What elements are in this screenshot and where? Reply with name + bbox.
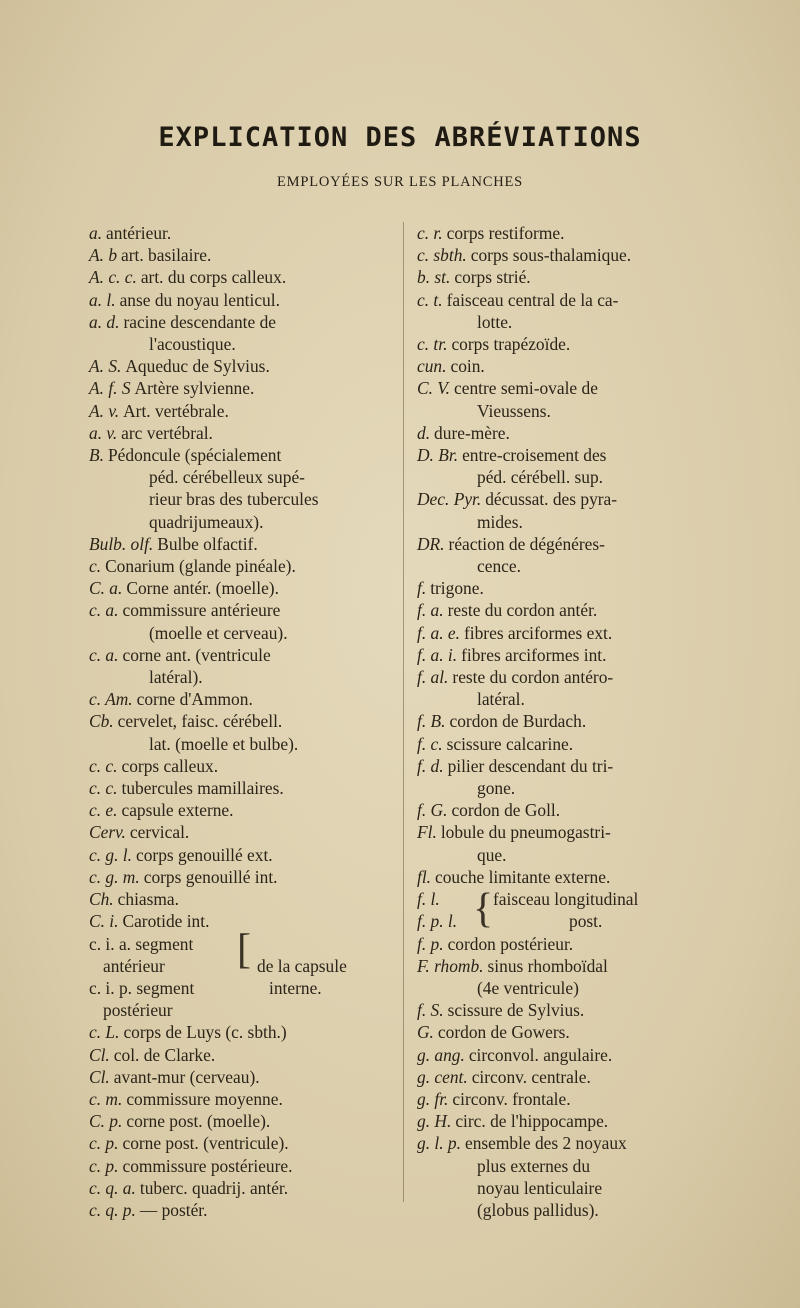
abbreviation-term: f. p. <box>417 933 444 954</box>
abbreviation-definition: corne post. (ventricule). <box>122 1133 289 1154</box>
abbreviation-term: g. cent. <box>417 1066 468 1087</box>
page-subtitle: EMPLOYÉES SUR LES PLANCHES <box>277 174 523 190</box>
definition-continuation: mides. <box>477 511 523 532</box>
abbreviation-entry <box>89 244 399 266</box>
abbreviation-definition: circonv. frontale. <box>452 1088 571 1109</box>
abbreviation-term: c. e. <box>89 800 118 821</box>
abbreviation-definition: corps strié. <box>454 267 531 288</box>
abbreviation-entry <box>417 488 717 510</box>
abbreviation-entry <box>417 733 717 755</box>
abbreviation-term: Cl. <box>89 1066 110 1087</box>
abbreviation-entry <box>89 533 399 555</box>
capsule-label-2: interne. <box>269 977 322 998</box>
abbreviation-term: c. p. <box>89 1155 119 1176</box>
abbreviation-entry <box>89 444 399 466</box>
abbreviation-definition: corps sous-thalamique. <box>470 245 632 266</box>
abbreviation-entry <box>417 244 717 266</box>
abbreviation-entry <box>89 1110 399 1132</box>
abbreviation-definition: reste du cordon antéro- <box>452 667 614 688</box>
abbreviation-term: Cb. <box>89 711 114 732</box>
abbreviation-term: a. v. <box>89 422 118 443</box>
abbreviation-definition: corps calleux. <box>121 755 219 776</box>
page-title: EXPLICATION DES ABRÉVIATIONS <box>158 122 642 153</box>
capsule-row2: antérieur <box>103 955 165 976</box>
abbreviation-definition: corne post. (moelle). <box>126 1111 271 1132</box>
abbreviation-definition: cordon de Gowers. <box>437 1022 570 1043</box>
abbreviation-entry <box>89 400 399 422</box>
abbreviation-term: c. a. <box>89 600 119 621</box>
definition-continuation: (4e ventricule) <box>477 977 579 998</box>
abbreviation-entry <box>89 844 399 866</box>
abbreviation-entry <box>89 577 399 599</box>
abbreviation-term: g. H. <box>417 1111 452 1132</box>
abbreviation-definition: cordon postérieur. <box>447 933 574 954</box>
abbreviation-term: cun. <box>417 356 447 377</box>
abbreviation-definition: Aqueduc de Sylvius. <box>125 356 270 377</box>
abbreviation-term: Cerv. <box>89 822 126 843</box>
abbreviation-entry <box>89 1155 399 1177</box>
abbreviation-term: DR. <box>417 533 445 554</box>
abbreviation-definition: capsule externe. <box>121 800 234 821</box>
abbreviation-term: f. G. <box>417 800 448 821</box>
abbreviation-definition: reste du cordon antér. <box>447 600 598 621</box>
right-column <box>417 222 717 1221</box>
definition-continuation: Vieussens. <box>477 400 551 421</box>
abbreviation-entry <box>89 888 399 910</box>
abbreviation-term: b. st. <box>417 267 451 288</box>
abbreviation-term: f. a. i. <box>417 644 458 665</box>
definition-continuation: (globus pallidus). <box>477 1199 599 1220</box>
abbreviation-term: C. p. <box>89 1111 123 1132</box>
abbreviation-definition: arc vertébral. <box>121 422 213 443</box>
abbreviation-definition: Artère sylvienne. <box>134 378 255 399</box>
abbreviation-term: a. d. <box>89 311 120 332</box>
abbreviation-definition: circ. de l'hippocampe. <box>455 1111 609 1132</box>
abbreviation-definition: scissure calcarine. <box>446 733 574 754</box>
abbreviation-term: c. g. l. <box>89 844 132 865</box>
abbreviation-entry <box>417 1021 717 1043</box>
abbreviation-definition: commissure postérieure. <box>122 1155 293 1176</box>
abbreviation-definition: Conarium (glande pinéale). <box>105 556 296 577</box>
abbreviation-term: c. c. <box>89 755 118 776</box>
definition-continuation: péd. cérébelleux supé- <box>149 467 305 488</box>
abbreviation-definition: Bulbe olfactif. <box>157 533 258 554</box>
abbreviation-entry <box>89 222 399 244</box>
abbreviation-term: c. m. <box>89 1088 123 1109</box>
left-column <box>89 222 399 1221</box>
abbreviation-term: Bulb. olf. <box>89 533 154 554</box>
abbreviation-definition: circonv. centrale. <box>471 1066 591 1087</box>
abbreviation-term: C. i. <box>89 911 119 932</box>
abbreviation-definition: corps trapézoïde. <box>451 334 571 355</box>
abbreviation-term: c. sbth. <box>417 245 467 266</box>
abbreviation-entry <box>417 666 717 688</box>
abbreviation-entry <box>417 933 717 955</box>
abbreviation-entry <box>89 1088 399 1110</box>
definition-continuation: gone. <box>477 778 516 799</box>
abbreviation-term: A. b <box>89 245 118 266</box>
definition-continuation: péd. cérébell. sup. <box>477 467 604 488</box>
abbreviation-entry <box>89 1132 399 1154</box>
abbreviation-entry <box>89 599 399 621</box>
abbreviation-definition: art. du corps calleux. <box>140 267 287 288</box>
abbreviation-entry <box>417 955 717 977</box>
capsule-row4: postérieur <box>103 1000 173 1021</box>
abbreviation-term: c. p. <box>89 1133 119 1154</box>
abbreviation-definition: col. de Clarke. <box>113 1044 216 1065</box>
abbreviation-definition: Pédoncule (spécialement <box>107 445 282 466</box>
abbreviation-definition: tuberc. quadrij. antér. <box>139 1177 289 1198</box>
abbreviation-term: f. a. <box>417 600 444 621</box>
abbreviation-entry <box>89 355 399 377</box>
abbreviation-entry <box>89 866 399 888</box>
abbreviation-definition: commissure antérieure <box>122 600 281 621</box>
abbreviation-definition: commissure moyenne. <box>126 1088 283 1109</box>
faisceau-label-2: post. <box>569 911 603 932</box>
abbreviation-definition: décussat. des pyra- <box>485 489 618 510</box>
abbreviation-term: c. a. <box>89 644 119 665</box>
faisceau-label-1: faisceau longitudinal <box>493 889 639 910</box>
capsule-row3: c. i. p. segment <box>89 977 195 998</box>
abbreviation-term: d. <box>417 422 431 443</box>
abbreviation-definition: pilier descendant du tri- <box>447 755 614 776</box>
definition-continuation: latéral). <box>149 667 203 688</box>
abbreviation-term: f. B. <box>417 711 446 732</box>
abbreviation-definition: chiasma. <box>117 889 179 910</box>
abbreviation-entry <box>89 1199 399 1221</box>
capsule-group <box>89 926 399 1022</box>
abbreviation-entry <box>417 599 717 621</box>
abbreviation-term: Dec. Pyr. <box>417 489 482 510</box>
definition-continuation: que. <box>477 844 507 865</box>
abbreviation-definition: dure-mère. <box>434 422 510 443</box>
abbreviation-term: D. Br. <box>417 445 459 466</box>
abbreviation-term: f. c. <box>417 733 443 754</box>
abbreviation-term: Cl. <box>89 1044 110 1065</box>
abbreviation-term: g. l. p. <box>417 1133 461 1154</box>
abbreviation-entry <box>417 533 717 555</box>
abbreviation-definition: cordon de Burdach. <box>449 711 587 732</box>
abbreviation-entry <box>417 222 717 244</box>
abbreviation-entry <box>417 999 717 1021</box>
abbreviation-entry <box>417 710 717 732</box>
brace-left: { <box>473 886 494 933</box>
abbreviation-term: C. a. <box>89 578 123 599</box>
abbreviation-term: B. <box>89 445 104 466</box>
abbreviation-term: c. r. <box>417 223 443 243</box>
abbreviation-term: F. rhomb. <box>417 955 484 976</box>
abbreviation-definition: corps genouillé ext. <box>135 844 273 865</box>
abbreviation-entry <box>89 821 399 843</box>
abbreviation-definition: réaction de dégénéres- <box>448 533 605 554</box>
abbreviation-definition: cervelet, faisc. cérébell. <box>117 711 283 732</box>
abbreviation-definition: cervical. <box>129 822 190 843</box>
abbreviation-term: f. al. <box>417 667 449 688</box>
abbreviation-term: Fl. <box>417 822 437 843</box>
abbreviation-entry <box>417 1088 717 1110</box>
abbreviation-entry <box>417 577 717 599</box>
abbreviation-term: a. l. <box>89 289 116 310</box>
definition-continuation: quadrijumeaux). <box>149 511 264 532</box>
abbreviation-definition: lobule du pneumogastri- <box>440 822 611 843</box>
abbreviation-term: f. a. e. <box>417 622 460 643</box>
abbreviation-entry <box>89 1021 399 1043</box>
definition-continuation: rieur bras des tubercules <box>149 489 319 510</box>
abbreviation-definition: corps genouillé int. <box>143 866 278 887</box>
definition-continuation: noyau lenticulaire <box>477 1177 603 1198</box>
abbreviation-definition: fibres arciformes ext. <box>463 622 613 643</box>
abbreviation-entry <box>417 1044 717 1066</box>
abbreviation-definition: Corne antér. (moelle). <box>126 578 279 599</box>
abbreviation-entry <box>89 311 399 333</box>
abbreviation-definition: corps restiforme. <box>446 223 565 243</box>
abbreviation-entry <box>89 377 399 399</box>
abbreviation-definition: art. basilaire. <box>121 245 212 266</box>
definition-continuation: lotte. <box>477 311 513 332</box>
abbreviation-definition: faisceau central de la ca- <box>446 289 619 310</box>
abbreviation-entry <box>417 866 717 888</box>
abbreviation-definition: racine descendante de <box>123 311 276 332</box>
abbreviation-entry <box>89 1066 399 1088</box>
definition-continuation: l'acoustique. <box>149 334 236 355</box>
abbreviation-entry <box>417 289 717 311</box>
abbreviation-term: f. <box>417 578 427 599</box>
definition-continuation: cence. <box>477 556 521 577</box>
abbreviation-term: c. q. p. <box>89 1199 136 1220</box>
abbreviation-term: c. t. <box>417 289 443 310</box>
abbreviation-definition: sinus rhomboïdal <box>487 955 608 976</box>
abbreviation-entry <box>89 555 399 577</box>
abbreviation-term: c. tr. <box>417 334 448 355</box>
abbreviation-term: f. S. <box>417 1000 444 1021</box>
abbreviation-term: c. Am. <box>89 689 133 710</box>
abbreviation-term: Ch. <box>89 889 114 910</box>
abbreviation-entry <box>417 1110 717 1132</box>
abbreviation-definition: ensemble des 2 noyaux <box>464 1133 627 1154</box>
abbreviation-entry <box>89 1044 399 1066</box>
abbreviation-term: fl. <box>417 866 432 887</box>
abbreviation-entry <box>417 644 717 666</box>
abbreviation-definition: tubercules mamillaires. <box>121 778 284 799</box>
abbreviation-definition: corps de Luys (c. sbth.) <box>123 1022 287 1043</box>
abbreviation-term: A. c. c. <box>89 267 137 288</box>
capsule-label-1: de la capsule <box>257 955 347 976</box>
abbreviation-entry <box>417 755 717 777</box>
capsule-row1: c. i. a. segment <box>89 933 194 954</box>
abbreviation-entry <box>417 422 717 444</box>
abbreviation-definition: — postér. <box>139 1199 208 1220</box>
faisceau-group <box>417 888 717 932</box>
abbreviation-definition: coin. <box>450 356 485 377</box>
abbreviation-term: c. <box>89 556 102 577</box>
abbreviation-definition: couche limitante externe. <box>435 866 611 887</box>
abbreviation-entry <box>89 710 399 732</box>
faisceau-row1: f. l. <box>417 889 440 910</box>
abbreviation-entry <box>417 1066 717 1088</box>
abbreviation-entry <box>89 1177 399 1199</box>
abbreviation-definition: anse du noyau lenticul. <box>119 289 280 310</box>
abbreviation-term: g. fr. <box>417 1088 449 1109</box>
abbreviation-entry <box>89 289 399 311</box>
abbreviation-definition: scissure de Sylvius. <box>447 1000 585 1021</box>
column-divider <box>403 222 404 1202</box>
abbreviation-entry <box>417 1132 717 1154</box>
abbreviation-definition: trigone. <box>430 578 484 599</box>
brace-left: [ <box>237 926 251 973</box>
abbreviation-entry <box>417 799 717 821</box>
definition-continuation: (moelle et cerveau). <box>149 622 288 643</box>
abbreviation-definition: Art. vertébrale. <box>123 400 229 421</box>
definition-continuation: latéral. <box>477 689 525 710</box>
abbreviation-entry <box>89 777 399 799</box>
abbreviation-definition: entre-croisement des <box>462 445 607 466</box>
faisceau-row2: f. p. l. <box>417 911 458 932</box>
abbreviation-entry <box>417 622 717 644</box>
abbreviation-term: A. v. <box>89 400 120 421</box>
abbreviation-term: A. f. S <box>89 378 131 399</box>
abbreviation-entry <box>417 355 717 377</box>
abbreviation-entry <box>417 333 717 355</box>
abbreviation-term: g. ang. <box>417 1044 465 1065</box>
abbreviation-term: f. d. <box>417 755 444 776</box>
abbreviation-entry <box>417 266 717 288</box>
definition-continuation: lat. (moelle et bulbe). <box>149 733 299 754</box>
abbreviation-entry <box>89 422 399 444</box>
abbreviation-entry <box>89 644 399 666</box>
abbreviation-term: c. c. <box>89 778 118 799</box>
abbreviation-definition: cordon de Goll. <box>451 800 561 821</box>
abbreviation-definition: centre semi-ovale de <box>454 378 598 399</box>
abbreviation-entry <box>417 821 717 843</box>
abbreviation-definition: circonvol. angulaire. <box>468 1044 613 1065</box>
abbreviation-entry <box>89 688 399 710</box>
abbreviation-term: G. <box>417 1022 434 1043</box>
abbreviation-definition: Carotide int. <box>122 911 210 932</box>
abbreviation-entry <box>89 755 399 777</box>
abbreviation-definition: antérieur. <box>106 223 172 243</box>
abbreviation-term: A. S. <box>89 356 122 377</box>
abbreviation-term: c. q. a. <box>89 1177 136 1198</box>
abbreviation-entry <box>89 266 399 288</box>
abbreviation-entry <box>417 444 717 466</box>
abbreviation-definition: corne d'Ammon. <box>136 689 253 710</box>
definition-continuation: plus externes du <box>477 1155 591 1176</box>
abbreviation-term: c. L. <box>89 1022 120 1043</box>
abbreviation-definition: avant-mur (cerveau). <box>113 1066 260 1087</box>
abbreviation-entry <box>417 377 717 399</box>
abbreviation-definition: fibres arciformes int. <box>461 644 607 665</box>
abbreviation-term: c. g. m. <box>89 866 140 887</box>
abbreviation-term: a. <box>89 223 103 243</box>
abbreviation-definition: corne ant. (ventricule <box>122 644 271 665</box>
abbreviation-entry <box>89 799 399 821</box>
abbreviation-term: C. V. <box>417 378 451 399</box>
